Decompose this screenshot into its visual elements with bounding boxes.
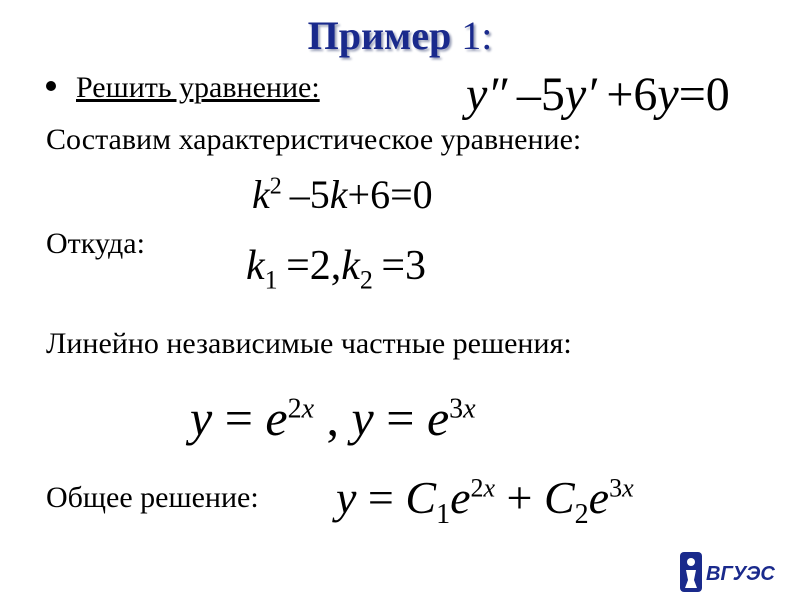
line-general-intro: Общее решение: bbox=[46, 481, 259, 514]
title-bold: Пример bbox=[307, 13, 452, 58]
logo-text: ВГУЭС bbox=[706, 563, 775, 585]
equation-ode: y″ –5y′ +6y=0 bbox=[466, 68, 730, 121]
logo-emblem-icon bbox=[678, 548, 794, 596]
bullet-item bbox=[46, 70, 320, 106]
slide-title bbox=[0, 12, 800, 60]
equation-general: $y = C_1e^{2x} + C_2e^{3x}$ bbox=[336, 472, 634, 531]
title-number: 1: bbox=[461, 13, 493, 58]
line-characteristic-intro: Составим характеристическое уравнение: bbox=[46, 123, 582, 156]
bullet-dot bbox=[46, 81, 56, 91]
equation-roots: $k_1 =2,k_2 =3$ bbox=[246, 243, 427, 295]
bullet-text: Решить уравнение: bbox=[76, 71, 320, 104]
equation-characteristic: $k^2$ –5k+6=0 bbox=[252, 172, 433, 217]
line-whence: Откуда: bbox=[46, 227, 145, 260]
equation-particular: $y = e^{2x}$ , $y = e^{3x}$ bbox=[190, 390, 476, 446]
university-logo bbox=[678, 548, 794, 596]
line-particular-intro: Линейно независимые частные решения: bbox=[46, 327, 572, 360]
